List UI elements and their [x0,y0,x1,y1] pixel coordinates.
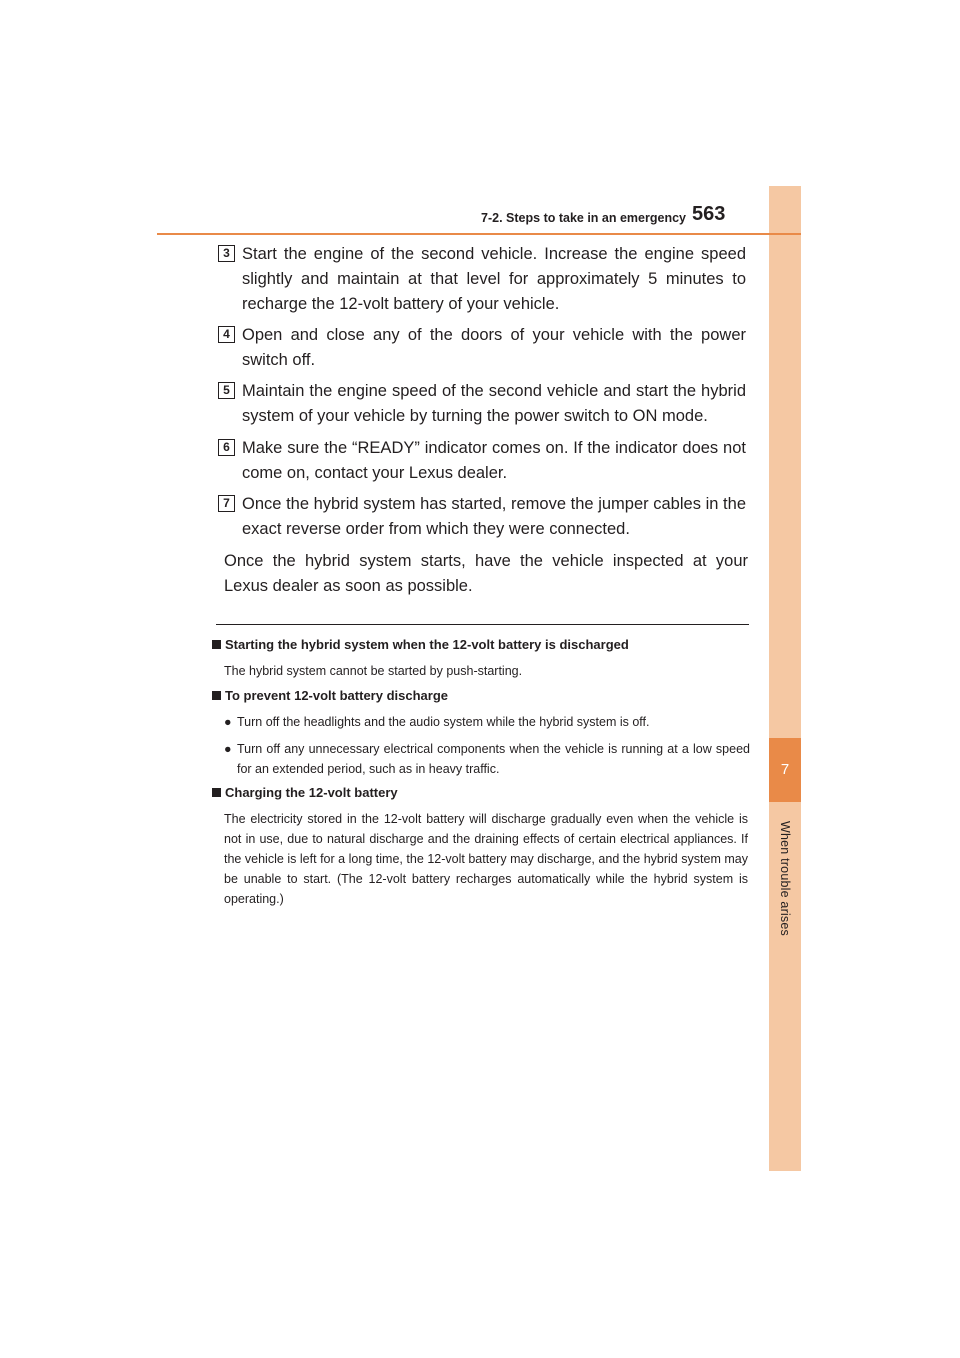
note-body: The electricity stored in the 12-volt battery will discharge gradually even when the vehicle is not in use, due to natural discharge and the draining effects of certain electrical appliances. If the vehicle is left for a long time, the 12-volt battery may discharge, and the hybrid system may be unable to start. (The 12-volt battery recharges automatically while the hybrid system is operating.) [224,812,748,906]
step-number-badge: 3 [218,245,235,262]
step-number-badge: 7 [218,495,235,512]
step-text: Once the hybrid system has started, remove the jumper cables in the exact reverse order from which they were connected. [242,495,746,538]
closing-paragraph: Once the hybrid system starts, have the vehicle inspected at your Lexus dealer as soon as possible. [224,552,748,595]
note-heading: Charging the 12-volt battery [212,785,398,800]
step-number-badge: 5 [218,382,235,399]
circle-bullet-icon: ● [224,715,232,729]
chapter-label: When trouble arises [778,820,792,936]
step-text: Open and close any of the doors of your vehicle with the power switch off. [242,326,746,369]
note-heading: Starting the hybrid system when the 12-volt battery is discharged [212,637,629,652]
section-title: 7-2. Steps to take in an emergency [481,211,686,225]
page-number: 563 [692,203,726,225]
square-bullet-icon [212,640,221,649]
bullet-item: ● Turn off any unnecessary electrical components when the vehicle is running at a low speed for an extended period, such as in heavy traffic. [224,739,750,779]
square-bullet-icon [212,788,221,797]
note-heading: To prevent 12-volt battery discharge [212,688,448,703]
chapter-number: 7 [769,738,801,802]
step-number-badge: 4 [218,326,235,343]
step-number-badge: 6 [218,439,235,456]
bullet-item: ● Turn off the headlights and the audio system while the hybrid system is off. [224,712,750,732]
chapter-tab-top [769,186,801,738]
circle-bullet-icon: ● [224,742,232,756]
step-text: Maintain the engine speed of the second vehicle and start the hybrid system of your vehicle by turning the power switch to ON mode. [242,382,746,425]
step-text: Start the engine of the second vehicle. Increase the engine speed slightly and maintain at that level for approximately 5 minutes to recharge the 12-volt battery of your vehicle. [242,245,746,313]
square-bullet-icon [212,691,221,700]
header-rule [157,233,801,235]
section-divider [216,624,749,625]
step-text: Make sure the “READY” indicator comes on. If the indicator does not come on, contact your Lexus dealer. [242,439,746,482]
note-body: The hybrid system cannot be started by push-starting. [224,664,523,678]
